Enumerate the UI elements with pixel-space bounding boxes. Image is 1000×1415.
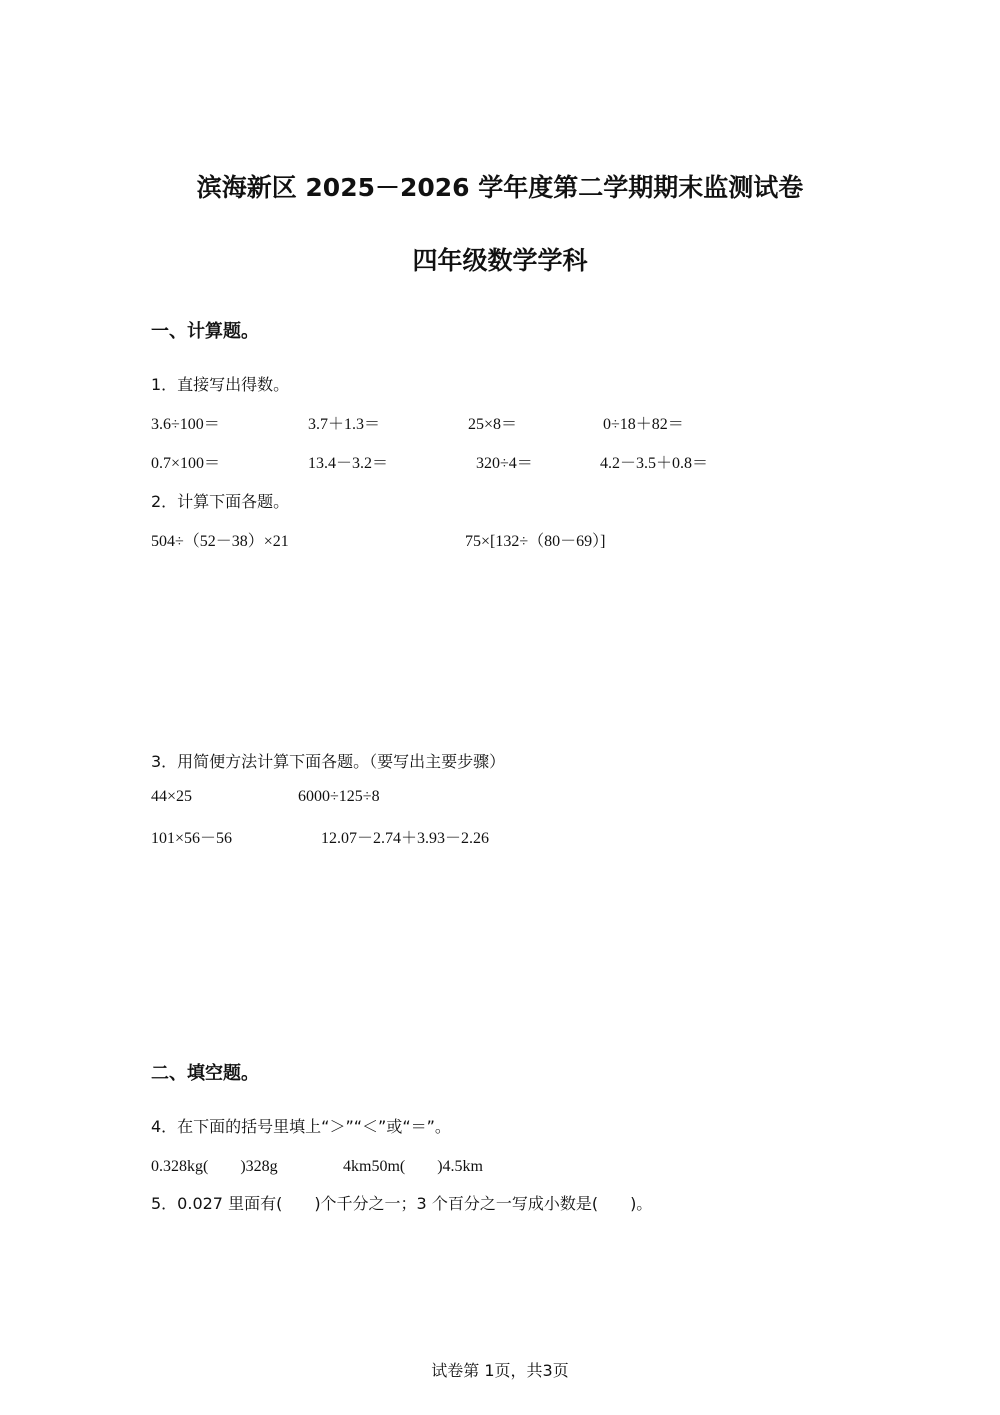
q4-comparison: 4km50m( )4.5km	[343, 1158, 483, 1175]
q2-expression: 504÷（52－38）×21	[151, 533, 289, 550]
q3-expression: 6000÷125÷8	[298, 788, 380, 805]
section-2-heading: 二、填空题。	[151, 1063, 259, 1084]
question-1-label: 1．直接写出得数。	[151, 375, 290, 394]
q3-expression: 101×56－56	[151, 830, 233, 847]
q2-expression: 75×[132÷（80－69）]	[465, 533, 606, 550]
q1-expression: 3.7＋1.3＝	[308, 416, 381, 433]
q1-expression: 4.2－3.5＋0.8＝	[600, 455, 709, 472]
exam-title: 滨海新区 2025－2026 学年度第二学期期末监测试卷	[196, 173, 804, 202]
exam-subtitle: 四年级数学学科	[412, 246, 588, 275]
q1-expression: 0÷18＋82＝	[603, 416, 684, 433]
section-1-heading: 一、计算题。	[151, 321, 259, 342]
question-4-label: 4．在下面的括号里填上“＞”“＜”或“＝”。	[151, 1117, 451, 1136]
question-3-label: 3．用简便方法计算下面各题。（要写出主要步骤）	[151, 752, 506, 771]
question-2-label: 2．计算下面各题。	[151, 492, 290, 511]
q1-expression: 3.6÷100＝	[151, 416, 220, 433]
q1-expression: 13.4－3.2＝	[308, 455, 389, 472]
q1-expression: 320÷4＝	[476, 455, 533, 472]
page-footer: 试卷第 1页，共3页	[431, 1361, 569, 1380]
q1-expression: 25×8＝	[468, 416, 518, 433]
q3-expression: 12.07－2.74＋3.93－2.26	[321, 830, 490, 847]
question-5-text: 5．0.027 里面有( )个千分之一；3 个百分之一写成小数是( )。	[151, 1194, 653, 1213]
q1-expression: 0.7×100＝	[151, 455, 221, 472]
q3-expression: 44×25	[151, 788, 193, 805]
q4-comparison: 0.328kg( )328g	[151, 1158, 278, 1175]
